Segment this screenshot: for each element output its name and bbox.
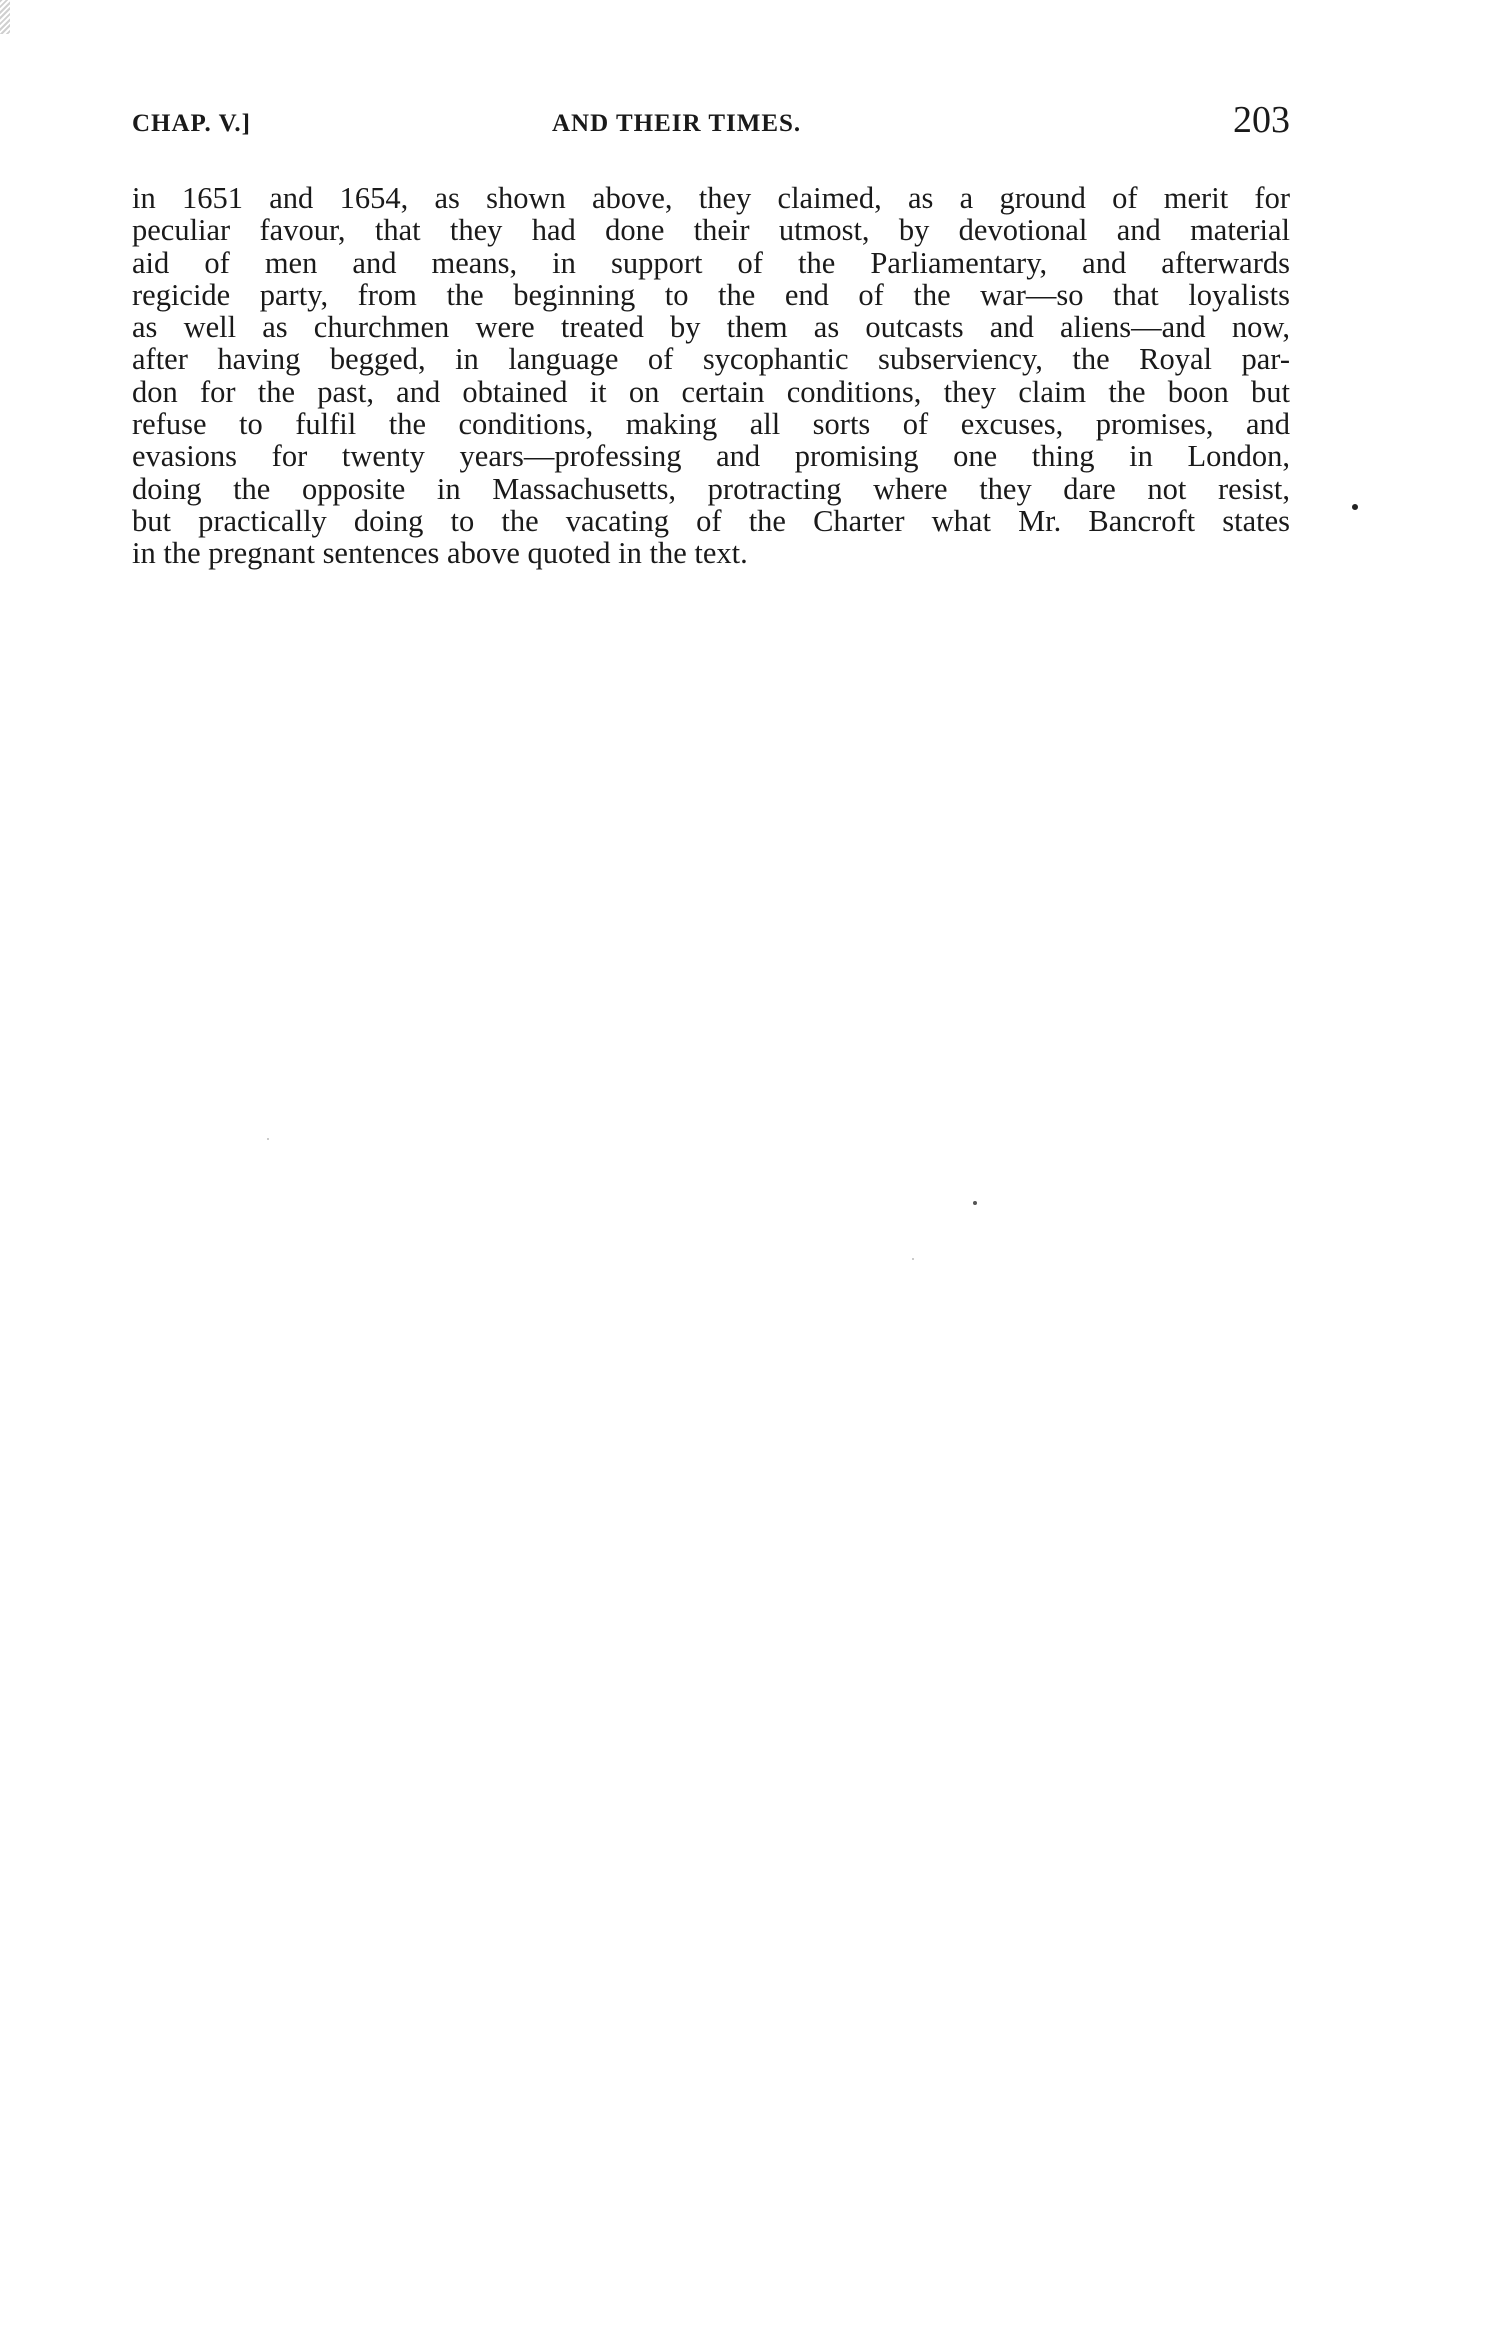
- text-line: evasions for twenty years—professing and promising one thing in London,: [132, 439, 1290, 474]
- text-line: in the pregnant sentences above quoted in the text.: [132, 536, 748, 571]
- page-number: 203: [1233, 99, 1290, 141]
- footnote-paragraph: [132, 182, 1290, 570]
- text-line: but practically doing to the vacating of the Charter what Mr. Bancroft states: [132, 503, 1290, 538]
- text-line: as well as churchmen were treated by them as outcasts and aliens—and now,: [132, 310, 1290, 345]
- text-line: peculiar favour, that they had done their utmost, by devotional and material: [132, 213, 1290, 248]
- margin-mark: [1352, 504, 1358, 510]
- text-line: after having begged, in language of sycophantic subserviency, the Royal par-: [132, 342, 1290, 377]
- scan-speck: [912, 1258, 914, 1260]
- text-line: in 1651 and 1654, as shown above, they claimed, as a ground of merit for: [132, 181, 1290, 215]
- scan-speck: [267, 1138, 269, 1140]
- running-title: AND THEIR TIMES.: [552, 110, 802, 137]
- scan-speck: [973, 1201, 977, 1205]
- scan-edge-mark: [0, 0, 10, 34]
- text-line: don for the past, and obtained it on certain conditions, they claim the boon but: [132, 374, 1290, 409]
- text-line: doing the opposite in Massachusetts, protracting where they dare not resist,: [132, 471, 1290, 506]
- text-line: regicide party, from the beginning to the end of the war—so that loyalists: [132, 277, 1290, 312]
- running-head: [132, 98, 1290, 142]
- text-line: refuse to fulfil the conditions, making all sorts of excuses, promises, and: [132, 407, 1290, 442]
- text-line: aid of men and means, in support of the Parliamentary, and afterwards: [132, 245, 1290, 280]
- chapter-label: CHAP. V.]: [132, 110, 251, 137]
